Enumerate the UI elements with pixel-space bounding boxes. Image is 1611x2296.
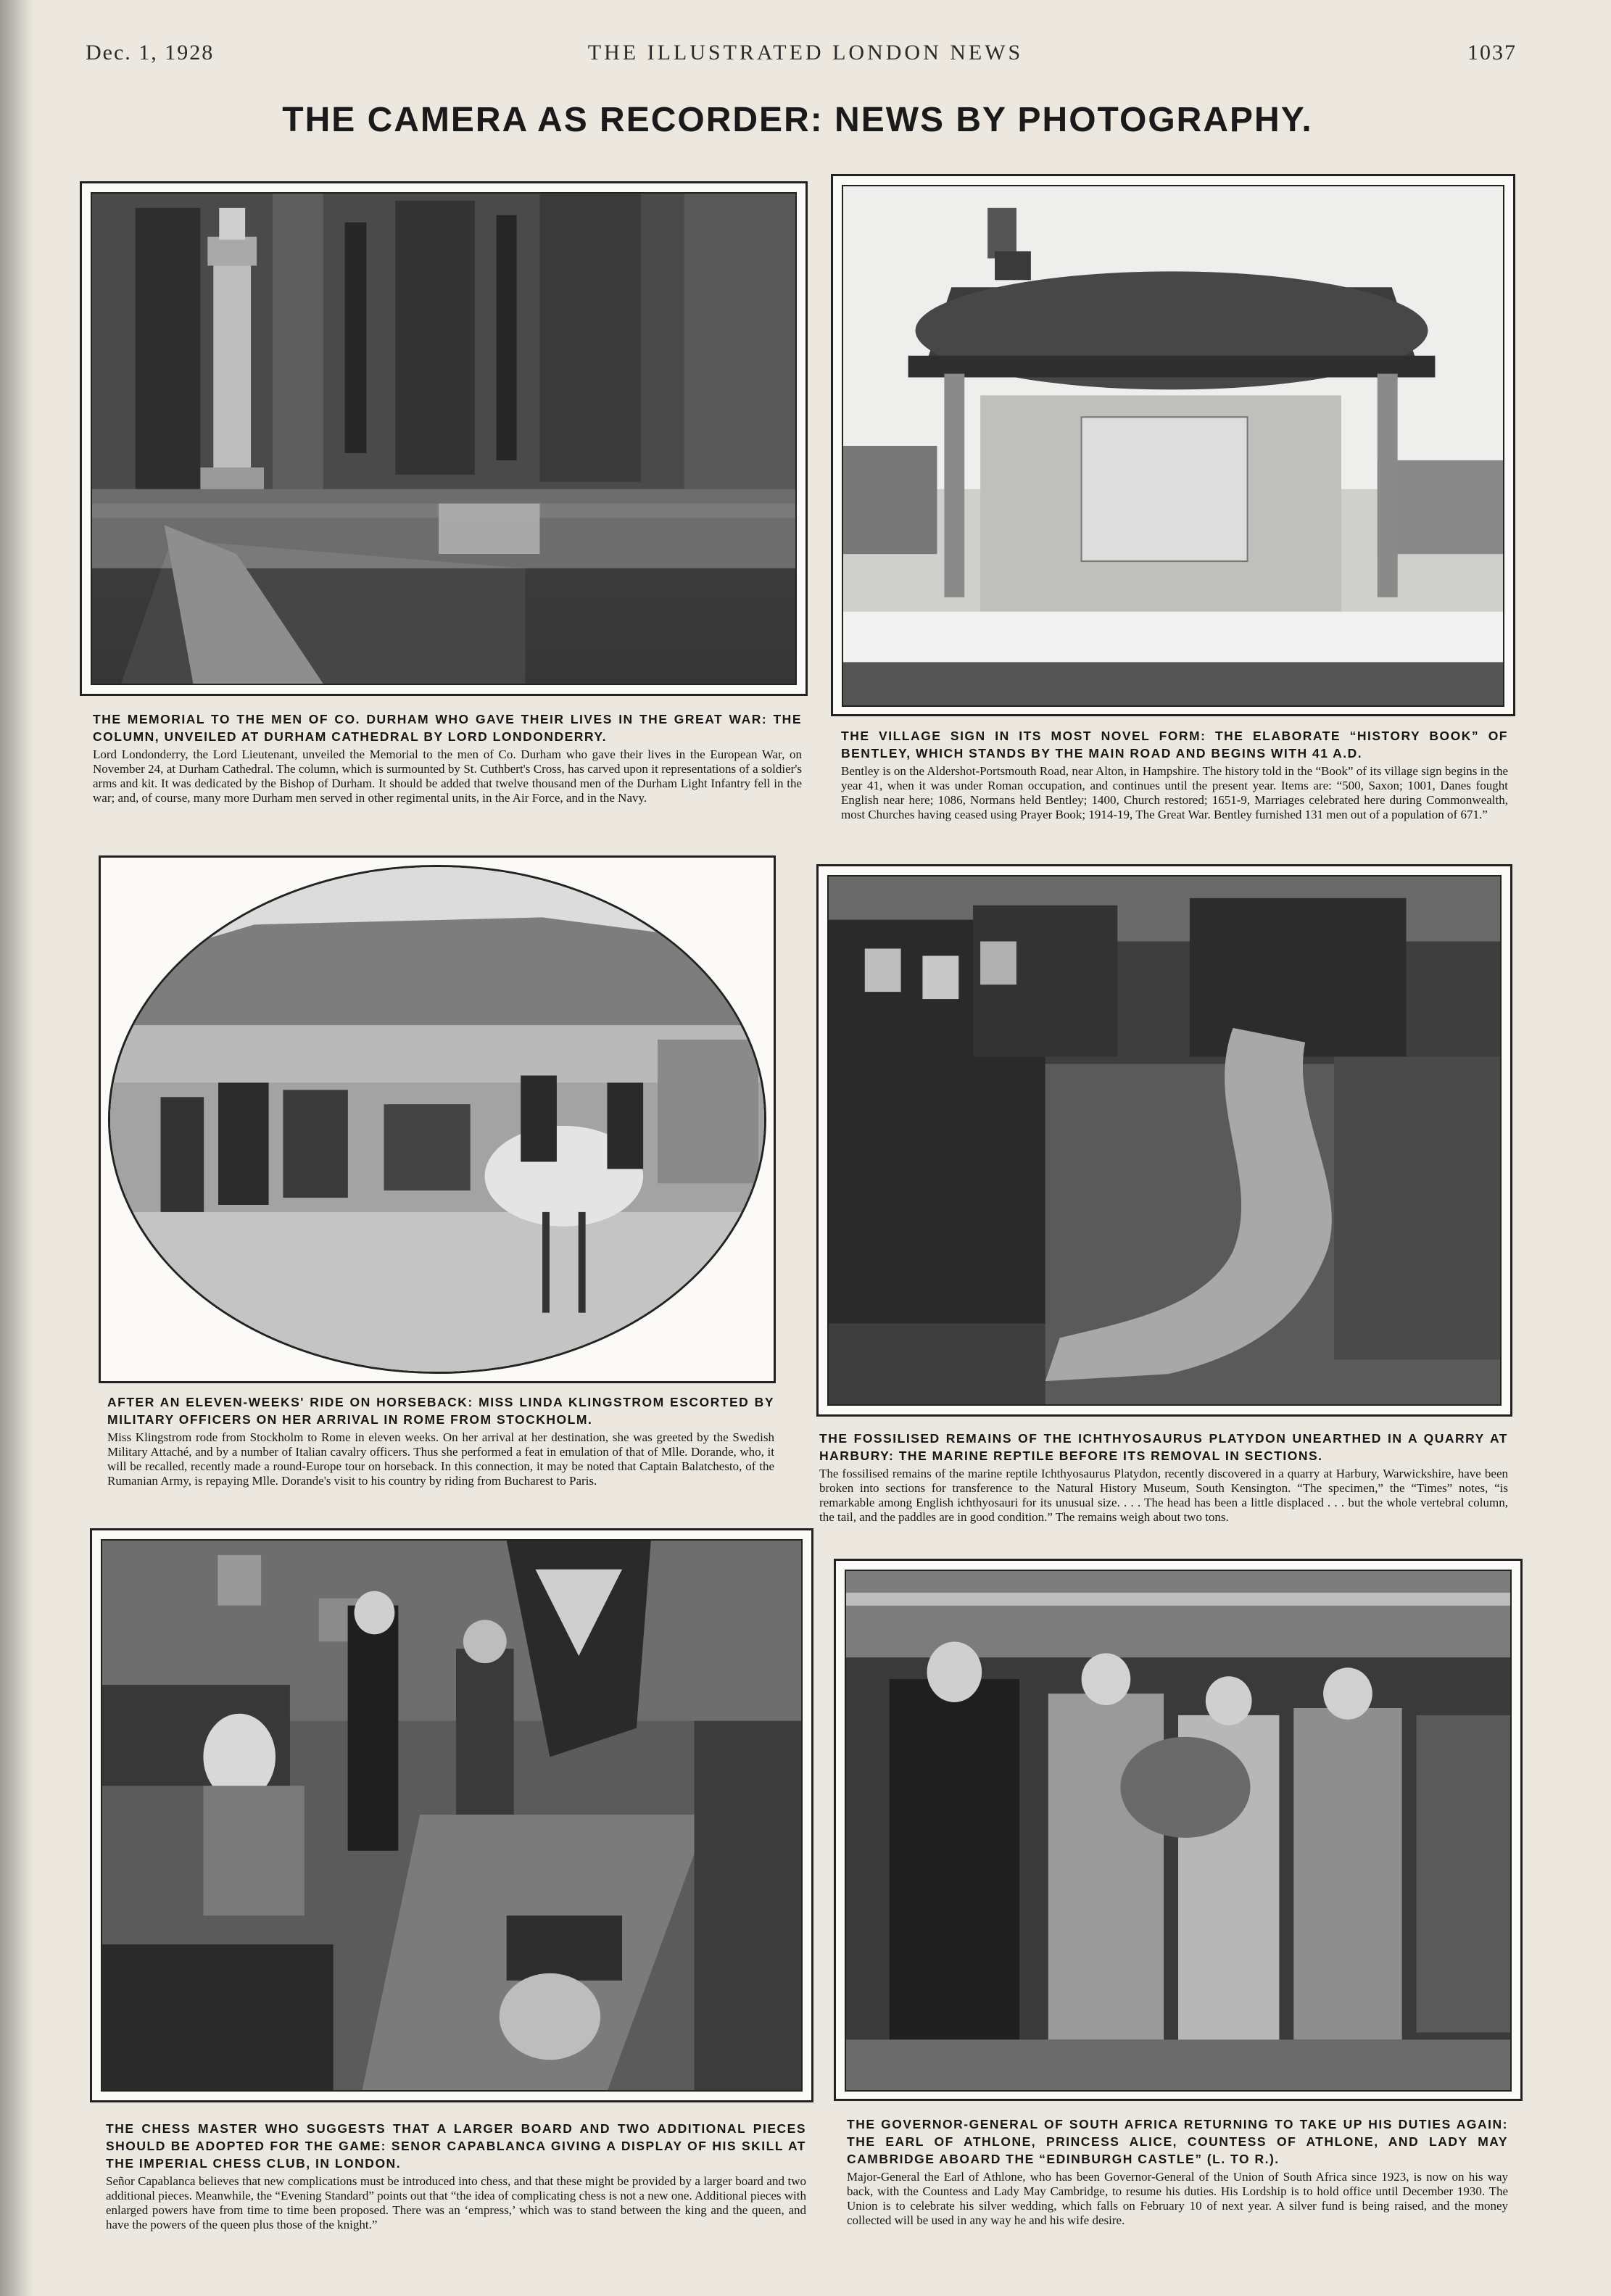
capablanca-photo-frame <box>90 1528 813 2102</box>
bentley-photo-frame <box>831 174 1515 716</box>
klingstrom-caption-body: Miss Klingstrom rode from Stockholm to Rome in eleven weeks. On her arrival at her destination, she was greeted by the Swedish Military Attaché, and by a number of Italian cavalry officers. Thus she performed a feat in emulation of that of Mlle. Dorande, who, it will be recalled, recently made a round-Europe tour on horseback. In this connection, it may be noted that Captain Balatchesto, of the Rumanian Army, is repaying Mlle. Dorande's visit to his country by riding from Bucharest to Paris. <box>107 1430 774 1488</box>
durham-photo-frame <box>80 181 808 696</box>
klingstrom-caption-heading: AFTER AN ELEVEN-WEEKS' RIDE ON HORSEBACK: MISS LINDA KLINGSTROM ESCORTED BY MILITARY OFFICERS ON HER ARRIVAL IN ROME FROM STOCKHOLM. <box>107 1395 774 1427</box>
durham-caption-body: Lord Londonderry, the Lord Lieutenant, unveiled the Memorial to the men of Co. Durham who gave their lives in the European War, on November 24, at Durham Cathedral. The column, which is surmounted by St. Cuthbert's Cross, has carved upon it representations of a soldier's arms and kit. It was dedicated by the Bishop of Durham. It should be added that twelve thousand men of the Durham Light Infantry fell in the war; and, of course, many more Durham men served in other regimental units, in the Air Force, and in the Navy. <box>93 747 802 805</box>
ichthyosaurus-caption-body: The fossilised remains of the marine reptile Ichthyosaurus Platydon, recently discovered in a quarry at Harbury, Warwickshire, have been broken into sections for transference to the Natural History Museum, South Kensington. “The specimen,” the “Times” notes, “is remarkable among English ichthyosauri for its unusual size. . . . The head has been a little displaced . . . but the whole vertebral column, the tail, and the paddles are in good condition.” The remains weigh about two tons. <box>819 1467 1508 1524</box>
athlone-caption-body: Major-General the Earl of Athlone, who has been Governor-General of the Union of South Africa since 1923, is now on his way back, with the Countess and Lady May Cambridge, to resume his duties. His Lordship is to hold office until December 1930. The Union is to celebrate his silver wedding, which falls on February 10 of next year. A silver fund is being raised, and the money collected will be used in any way he and his wife desire. <box>847 2170 1508 2227</box>
athlone-caption <box>847 2115 1508 2228</box>
ichthyosaurus-photo-frame <box>816 864 1512 1417</box>
athlone-edinburgh-castle-photo <box>845 1570 1512 2092</box>
header-page-number: 1037 <box>1467 41 1517 65</box>
header-date: Dec. 1, 1928 <box>86 41 215 65</box>
bentley-caption-heading: THE VILLAGE SIGN IN ITS MOST NOVEL FORM: THE ELABORATE “HISTORY BOOK” OF BENTLEY, WHICH STANDS BY THE MAIN ROAD AND BEGINS WITH 41 A.D. <box>841 729 1508 761</box>
bentley-village-sign-photo <box>842 185 1504 707</box>
bentley-caption <box>841 727 1508 822</box>
ichthyosaurus-caption <box>819 1430 1508 1525</box>
page-spine-shadow <box>0 0 33 2296</box>
ichthyosaurus-caption-heading: THE FOSSILISED REMAINS OF THE ICHTHYOSAURUS PLATYDON UNEARTHED IN A QUARRY AT HARBURY: THE MARINE REPTILE BEFORE ITS REMOVAL IN SECTIONS. <box>819 1431 1508 1463</box>
athlone-photo-frame <box>834 1559 1523 2101</box>
bentley-caption-body: Bentley is on the Aldershot-Portsmouth Road, near Alton, in Hampshire. The history told in the “Book” of its village sign begins in the year 41, when it was under Roman occupation, and continues until the present year. Items are: “500, Saxon; 1001, Danes fought English near here; 1086, Normans held Bentley; 1400, Church restored; 1651-9, Marriages celebrated here during Commonwealth, most Churches having ceased using Prayer Book; 1914-19, The Great War. Bentley furnished 131 men out of a population of 671.” <box>841 764 1508 821</box>
capablanca-chess-photo <box>101 1539 803 2092</box>
durham-caption <box>93 710 802 805</box>
klingstrom-photo-frame <box>99 855 776 1383</box>
ichthyosaurus-fossil-photo <box>827 875 1502 1406</box>
athlone-caption-heading: THE GOVERNOR-GENERAL OF SOUTH AFRICA RETURNING TO TAKE UP HIS DUTIES AGAIN: THE EARL OF ATHLONE, PRINCESS ALICE, COUNTESS OF ATHLONE, AND LADY MAY CAMBRIDGE ABOARD THE “EDINBURGH CASTLE” (L. TO R.). <box>847 2117 1508 2166</box>
klingstrom-horseback-photo <box>108 865 766 1374</box>
capablanca-caption <box>106 2120 806 2232</box>
durham-memorial-photo <box>91 192 797 685</box>
klingstrom-caption <box>107 1393 774 1488</box>
capablanca-caption-body: Señor Capablanca believes that new complications must be introduced into chess, and that these might be provided by a larger board and two additional pieces. Meanwhile, the “Evening Standard” points out that “the idea of complicating chess is not a new one. Additional pieces with enlarged powers have from time to time been proposed. There was an ‘empress,’ which was to stand between the king and the queen, and have the powers of the queen plus those of the knight.” <box>106 2174 806 2231</box>
page-title: THE CAMERA AS RECORDER: NEWS BY PHOTOGRAPHY. <box>282 101 1313 139</box>
durham-caption-heading: THE MEMORIAL TO THE MEN OF CO. DURHAM WHO GAVE THEIR LIVES IN THE GREAT WAR: THE COLUMN, UNVEILED AT DURHAM CATHEDRAL BY LORD LONDONDERRY. <box>93 712 802 744</box>
capablanca-caption-heading: THE CHESS MASTER WHO SUGGESTS THAT A LARGER BOARD AND TWO ADDITIONAL PIECES SHOULD BE ADOPTED FOR THE GAME: SENOR CAPABLANCA GIVING A DISPLAY OF HIS SKILL AT THE IMPERIAL CHESS CLUB, IN LONDON. <box>106 2121 806 2171</box>
header-publication: THE ILLUSTRATED LONDON NEWS <box>587 41 1024 65</box>
